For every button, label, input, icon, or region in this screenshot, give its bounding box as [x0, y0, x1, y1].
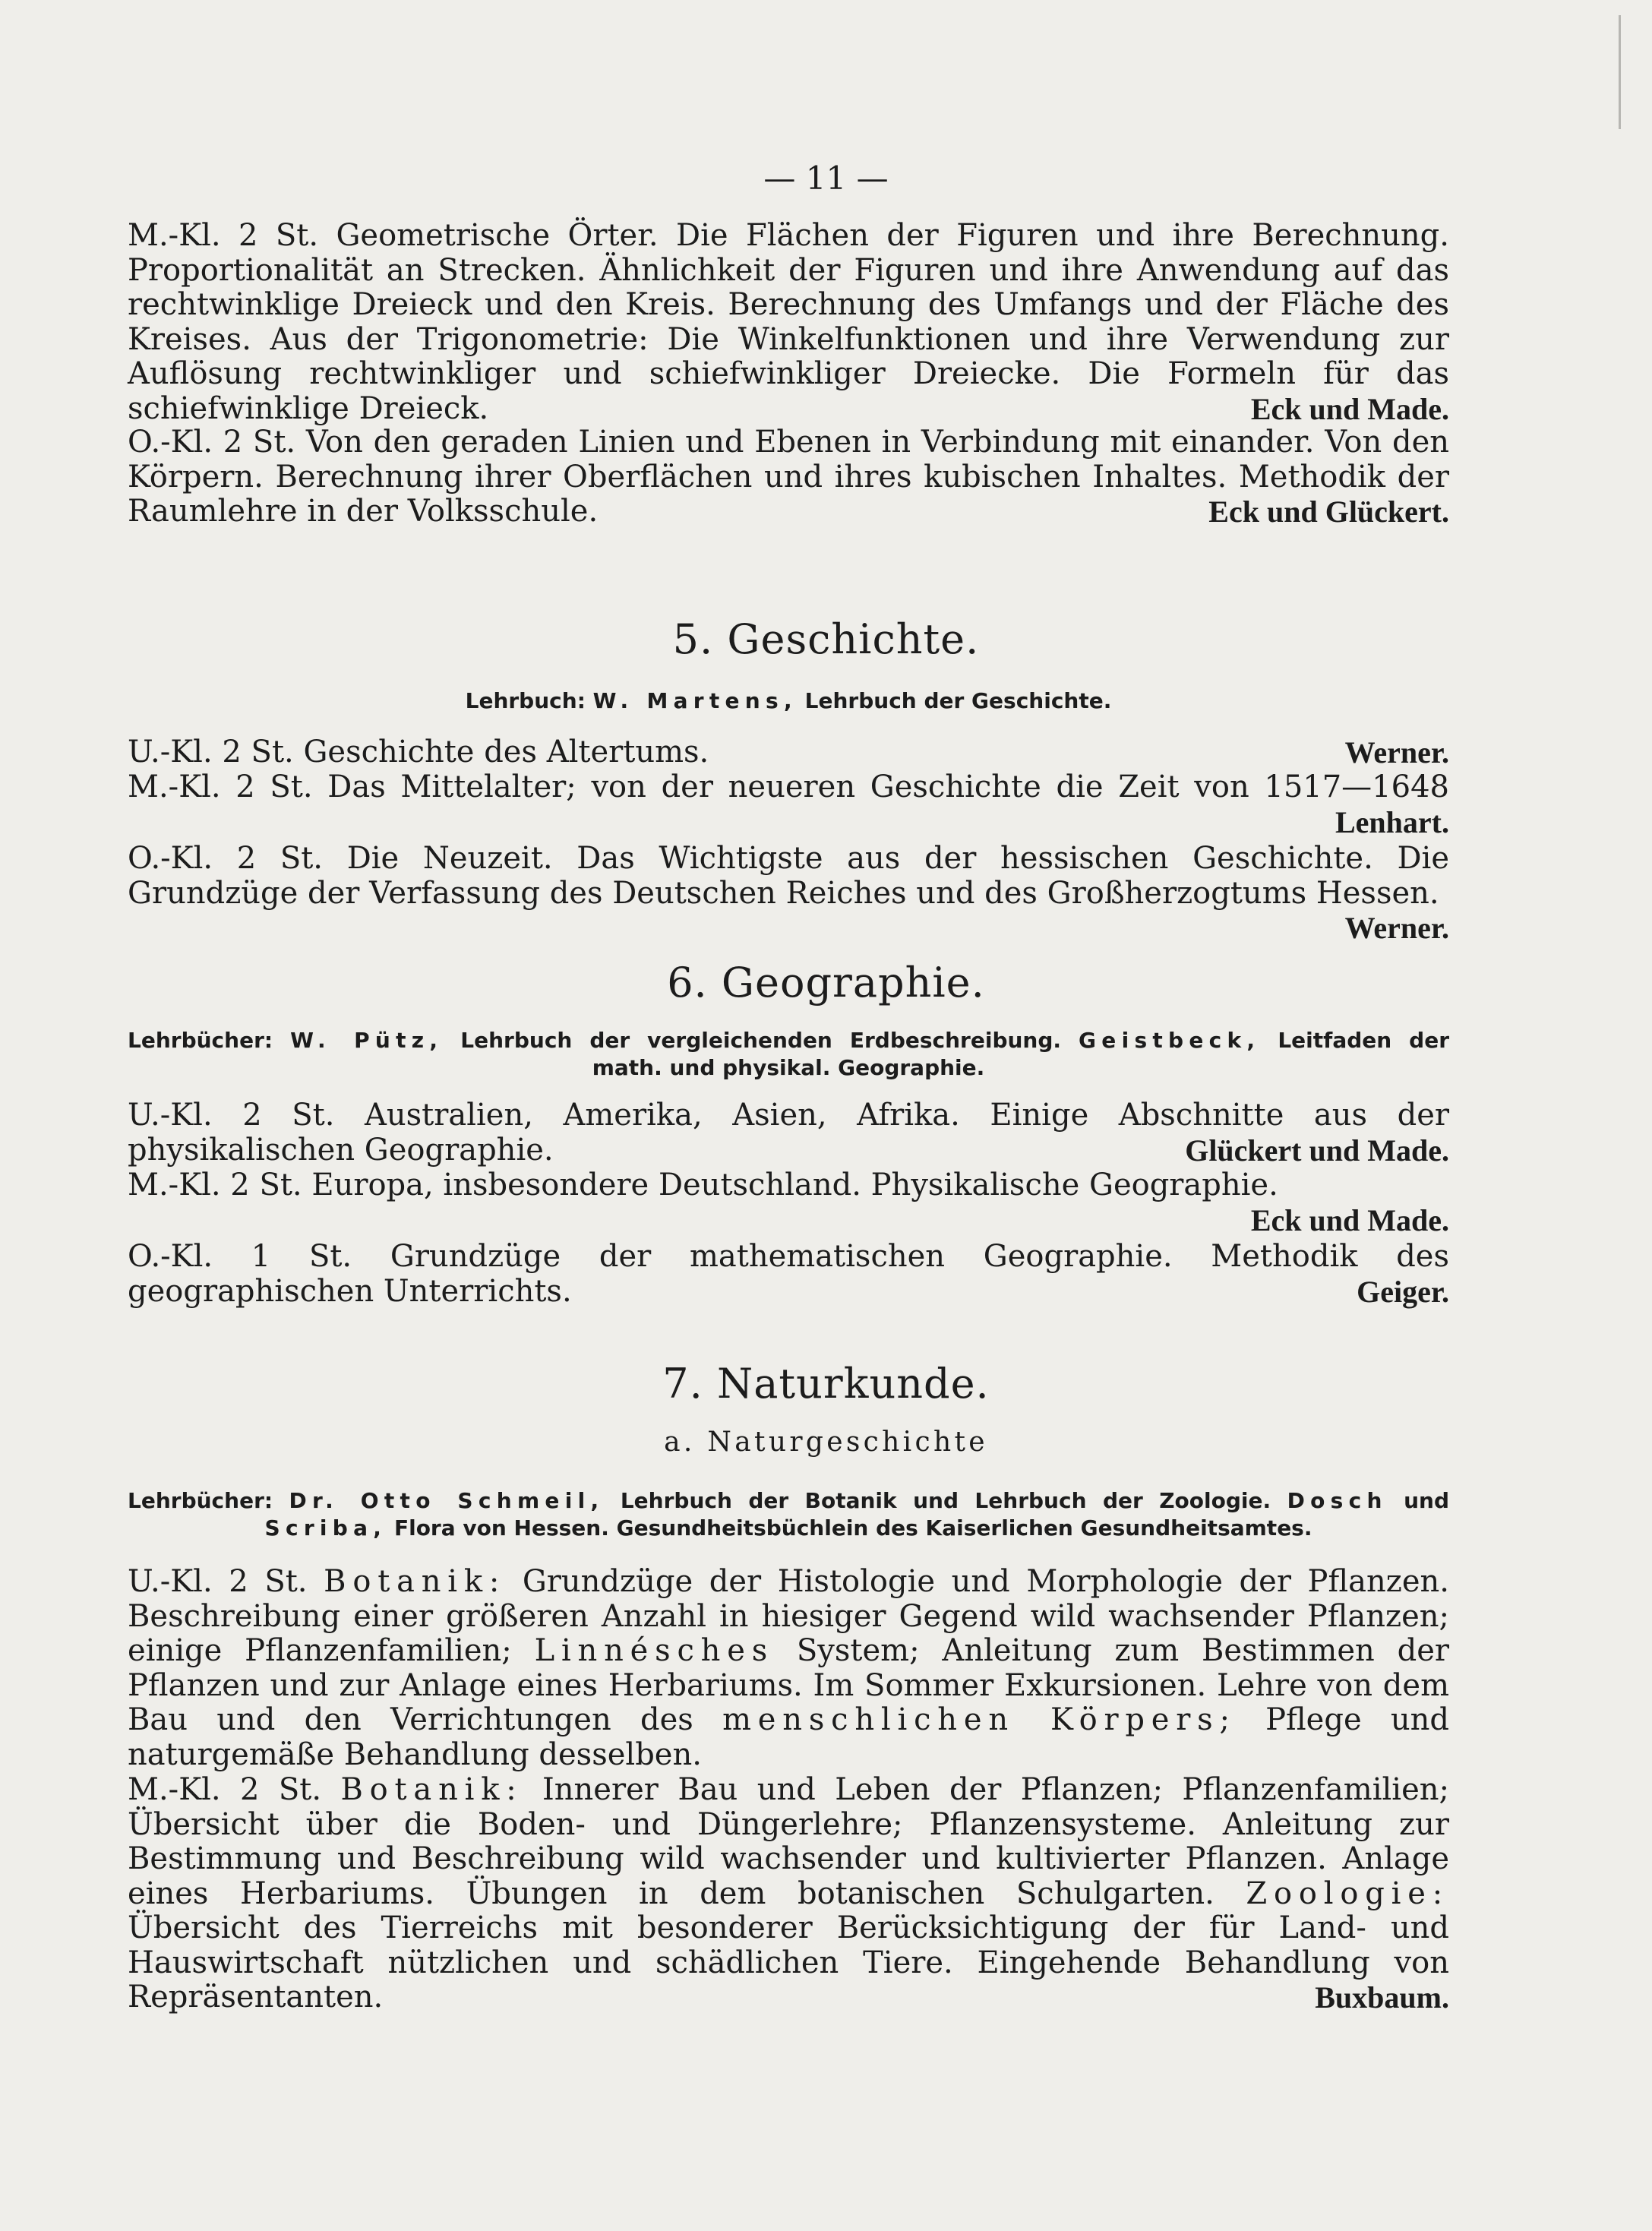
textbook-line	[128, 1027, 1449, 1082]
paragraph-line	[128, 805, 1449, 840]
textbook-line-2	[128, 1515, 1449, 1542]
textbook-author: Dr. Otto Schmeil,	[289, 1488, 605, 1513]
textbook-line-1	[128, 1487, 1449, 1515]
textbook-title: und	[1404, 1488, 1450, 1513]
paragraph-line	[128, 1168, 1449, 1203]
paragraph-text: Innerer Bau und Leben der Pflanzen; Pflanzenfamilien; Übersicht über die Boden- und Düngerlehre; Pflanzensysteme. Anleitung zur Bestimmung und Beschreibung wild wachsender und kultivierter Pflanzen. Anlage eines Herbariums. Übungen in dem botanischen Schulgarten.	[128, 1772, 1449, 1911]
paragraph-text: Von den geraden Linien und Ebenen in Verbindung mit einander. Von den Körpern. Berechnung ihrer Oberflächen und ihres kubischen Inhaltes. Methodik der Raumlehre in der Volksschule.	[128, 425, 1450, 529]
section-title-naturkunde: 7. Naturkunde.	[662, 1360, 990, 1408]
naturkunde-uk-paragraph	[128, 1565, 1449, 1772]
geographie-ok-paragraph	[128, 1240, 1449, 1309]
textbook-title: Lehrbuch der vergleichenden Erdbeschreibung.	[460, 1028, 1062, 1053]
paragraph-text: Grundzüge der Histologie und Morphologie der Pflanzen. Beschreibung einer größeren Anzahl in hiesiger Gegend wild wachsender Pflanzen; einige Pflanzenfamilien;	[128, 1564, 1449, 1668]
class-label: M.-Kl. 2 St.	[128, 218, 319, 253]
textbook-author: Dosch	[1287, 1488, 1388, 1513]
paragraph-text: Pflege und naturgemäße Behandlung desselben.	[128, 1702, 1450, 1772]
paragraph-text: Geometrische Örter. Die Flächen der Figuren und ihre Berechnung. Proportionalität an Strecken. Ähnlichkeit der Figuren und ihre Anwendung auf das rechtwinklige Dreieck und den Kreis. Berechnung des Umfangs und der Fläche des Kreises. Aus der Trigonometrie: Die Winkelfunktionen und ihre Verwendung zur Auflösung rechtwinkliger und schiefwinkliger Dreiecke. Die Formeln für das schiefwinklige Dreieck.	[128, 218, 1450, 426]
section-title-geschichte: 5. Geschichte.	[672, 615, 980, 663]
intro-ok-paragraph	[128, 425, 1449, 529]
textbook-title: Lehrbuch der Botanik und Lehrbuch der Zoologie.	[620, 1488, 1271, 1513]
textbook-line	[128, 687, 1449, 715]
geographie-mk-paragraph	[128, 1168, 1449, 1237]
textbook-line-2: math. und physikal. Geographie.	[592, 1055, 985, 1080]
class-label: U.-Kl. 2 St.	[128, 735, 294, 769]
class-label: O.-Kl. 1 St.	[128, 1239, 352, 1274]
paragraph-text: Grundzüge der mathematischen Geographie. Methodik des geographischen Unterrichts.	[128, 1239, 1449, 1309]
geschichte-uk-paragraph	[128, 735, 1449, 770]
paragraph-text: Australien, Amerika, Asien, Afrika. Einige Abschnitte aus der physikalischen Geographie.	[128, 1098, 1450, 1168]
paragraph-text: Europa, insbesondere Deutschland. Physikalische Geographie.	[311, 1168, 1278, 1202]
geschichte-ok-paragraph	[128, 842, 1449, 946]
paragraph-text: Übersicht des Tierreichs mit besonderer Berücksichtigung der für Land- und Hauswirtschaft nützlichen und schädlichen Tiere. Eingehende Behandlung von Repräsentanten.	[128, 1910, 1449, 2015]
class-label: M.-Kl. 2 St.	[128, 1772, 322, 1807]
subject-label: Zoologie:	[1246, 1875, 1449, 1911]
teacher-name: Glückert und Made.	[1185, 1133, 1449, 1168]
intro-mk-paragraph	[128, 219, 1449, 426]
naturkunde-mk-paragraph	[128, 1773, 1449, 2015]
class-label: O.-Kl. 2 St.	[128, 425, 296, 460]
paragraph-text: Geschichte des Altertums.	[303, 735, 709, 769]
emphasis-text: menschlichen Körpers;	[722, 1702, 1237, 1737]
paragraph-text: Das Mittelalter; von der neueren Geschichte die Zeit von 1517—1648	[327, 769, 1449, 804]
textbook-title: Leitfaden der	[1278, 1028, 1450, 1053]
paragraph-text: System; Anleitung zum Bestimmen der Pflanzen und zur Anlage eines Herbariums. Im Sommer Exkursionen. Lehre von dem Bau und den Verrichtungen des	[128, 1633, 1450, 1737]
teacher-name: Eck und Made.	[1250, 1202, 1449, 1237]
teacher-name: Eck und Glückert.	[1208, 495, 1449, 529]
textbook-author: W. Pütz,	[290, 1028, 444, 1053]
teacher-name: Geiger.	[1357, 1274, 1449, 1309]
teacher-name: Lenhart.	[1335, 804, 1449, 839]
emphasis-text: Linnésches	[534, 1633, 775, 1668]
teacher-name: Eck und Made.	[1250, 391, 1449, 426]
textbook-label: Lehrbuch:	[465, 688, 586, 713]
geschichte-mk-paragraph	[128, 770, 1449, 839]
class-label: M.-Kl. 2 St.	[128, 1168, 302, 1202]
teacher-name: Werner.	[1344, 735, 1449, 769]
paragraph-line	[128, 770, 1449, 805]
page-number: — 11 —	[763, 160, 889, 197]
textbook-line	[128, 1487, 1449, 1542]
textbook-author: Geistbeck,	[1079, 1028, 1261, 1053]
subject-label: Botanik:	[340, 1772, 523, 1807]
class-label: M.-Kl. 2 St.	[128, 769, 313, 804]
subsection-title: a. Naturgeschichte	[664, 1427, 988, 1458]
textbook-line-1	[128, 1027, 1449, 1054]
subject-label: Botanik:	[324, 1564, 507, 1599]
section-title-geographie: 6. Geographie.	[667, 959, 985, 1006]
class-label: O.-Kl. 2 St.	[128, 841, 324, 876]
teacher-name: Buxbaum.	[1315, 1980, 1449, 2015]
paragraph-text: Die Neuzeit. Das Wichtigste aus der hessischen Geschichte. Die Grundzüge der Verfassung des Deutschen Reiches und des Großherzogtums Hessen.	[128, 841, 1449, 911]
textbook-author: Scriba,	[264, 1515, 387, 1541]
textbook-label: Lehrbücher:	[128, 1488, 273, 1513]
paragraph-line	[128, 1203, 1449, 1238]
textbook-title: Lehrbuch der Geschichte.	[804, 688, 1112, 713]
textbook-title: Flora von Hessen. Gesundheitsbüchlein des Kaiserlichen Gesundheitsamtes.	[393, 1515, 1312, 1541]
class-label: U.-Kl. 2 St.	[128, 1564, 308, 1599]
textbook-author: W. Martens,	[592, 688, 798, 713]
teacher-name: Werner.	[1344, 911, 1449, 945]
textbook-label: Lehrbücher:	[128, 1028, 273, 1053]
class-label: U.-Kl. 2 St.	[128, 1098, 335, 1133]
geographie-uk-paragraph	[128, 1098, 1449, 1168]
scan-edge-line	[1619, 15, 1621, 129]
